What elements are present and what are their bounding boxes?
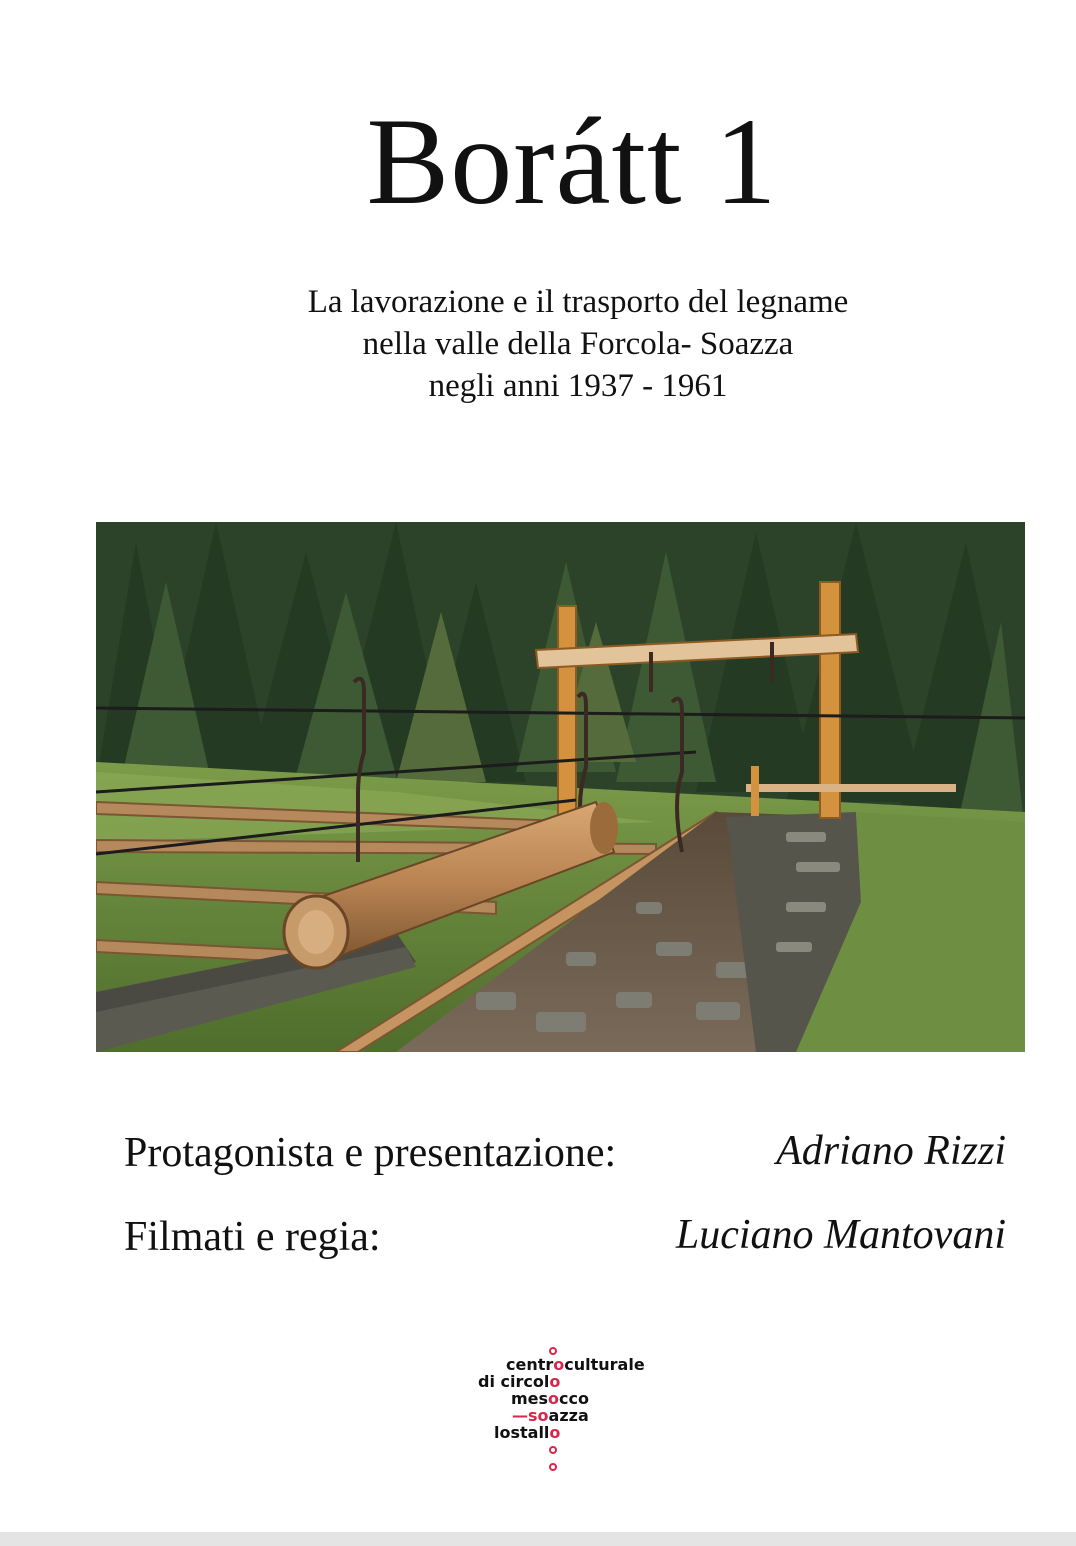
credit-name-protagonist: Adriano Rizzi bbox=[776, 1128, 1006, 1174]
logo-dot-icon bbox=[549, 1463, 557, 1471]
credit-label-protagonist: Protagonista e presentazione: bbox=[124, 1130, 617, 1176]
logo-line-4: —soazza bbox=[512, 1406, 589, 1425]
logo-line-5: lostallo bbox=[494, 1423, 561, 1442]
subtitle-line-3: negli anni 1937 - 1961 bbox=[428, 368, 728, 404]
cover-title: Borátt 1 bbox=[366, 93, 778, 230]
centro-culturale-logo bbox=[470, 1340, 670, 1480]
subtitle-line-1: La lavorazione e il trasporto del legname bbox=[307, 284, 849, 320]
credit-label-director: Filmati e regia: bbox=[124, 1214, 381, 1260]
subtitle-line-2: nella valle della Forcola- Soazza bbox=[362, 326, 794, 362]
logo-line-3: mesocco bbox=[511, 1389, 590, 1408]
scan-edge-band bbox=[0, 1532, 1076, 1546]
logo-line-2: di circolo bbox=[478, 1372, 561, 1391]
cover-photo bbox=[96, 522, 1025, 1052]
photo-log-transport-cableway-icon bbox=[96, 522, 1025, 1052]
logo-dot-icon bbox=[549, 1347, 557, 1355]
logo-line-1: centroculturale bbox=[506, 1355, 645, 1374]
logo-dot-icon bbox=[549, 1446, 557, 1454]
credit-name-director: Luciano Mantovani bbox=[675, 1212, 1006, 1258]
